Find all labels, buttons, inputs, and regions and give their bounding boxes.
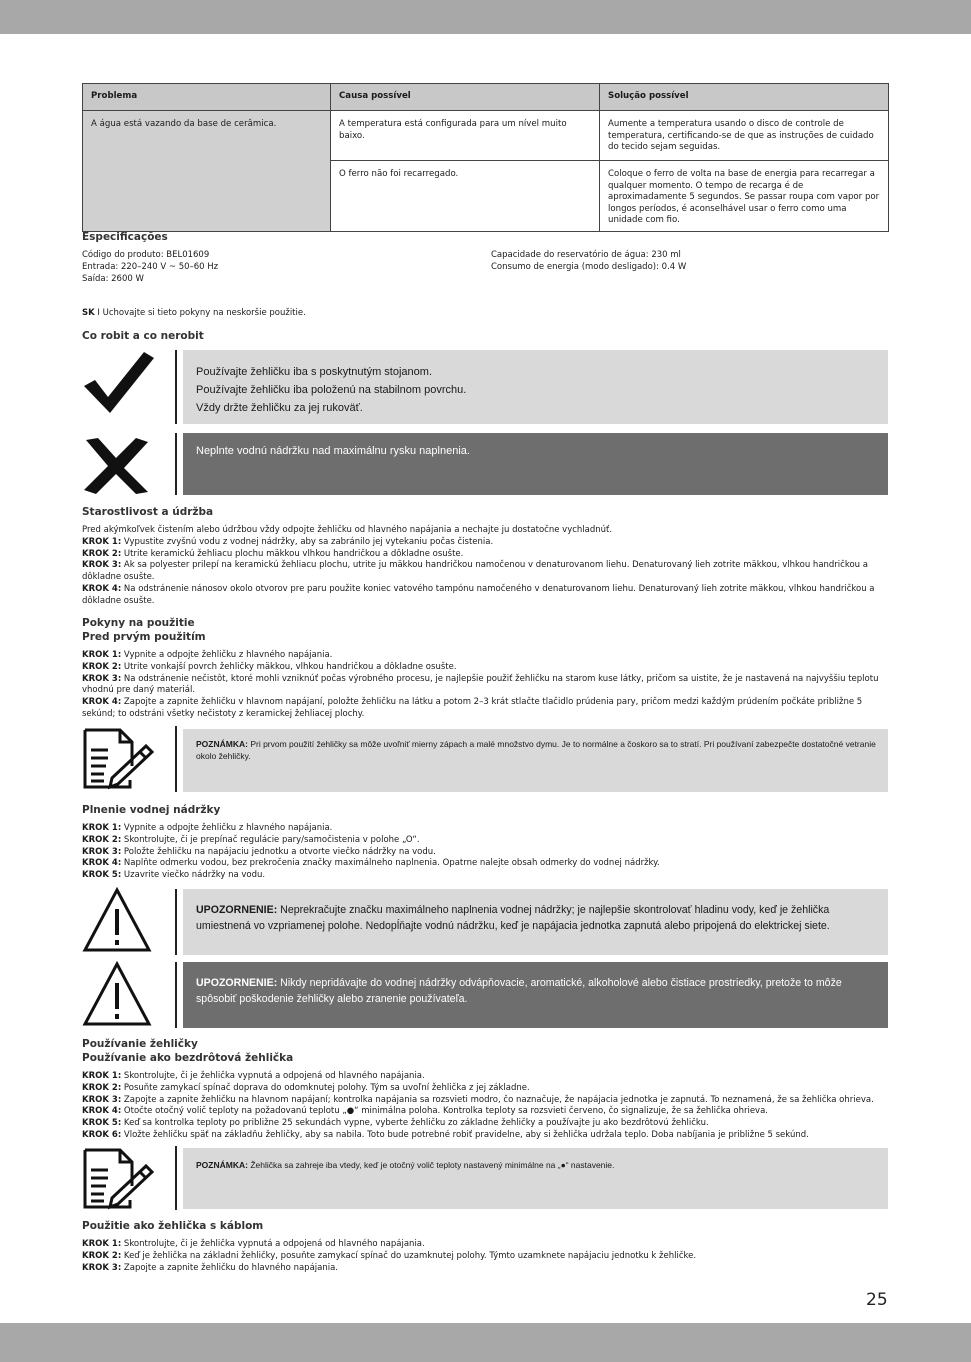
usage-text [82,650,888,721]
specs-heading: Especificações [82,231,168,243]
spec-output: Saída: 2600 W [82,273,144,284]
problem-cell: A água está vazando da base de cerâmica. [83,111,331,232]
do-item: Používajte žehličku iba s poskytnutým stojanom. [196,366,433,378]
usage-step: KROK 3: Na odstránenie nečistôt, ktoré mohli vzniknúť počas výrobného procesu, je najlepšie použiť žehličku na starom kuse látky, pričom sa uistite, že je nastavená na najvyššiu teplotu vhodnú pre daný materiál. [82,673,879,696]
care-text [82,525,888,608]
cordless-note: POZNÁMKA: Žehlička sa zahreje iba vtedy, keď je otočný volič teploty nastavený minimálne na „●“ nastavenie. [196,1160,615,1170]
solution-cell: Aumente a temperatura usando o disco de controle de temperatura, certificando-se de que as instruções de cuidado do tecido sejam seguidas. [600,111,889,161]
divider-line [175,433,177,495]
warning-icon [82,961,152,1031]
note-icon [82,726,154,794]
usage-step: KROK 1: Vypnite a odpojte žehličku z hlavného napájania. [82,650,333,660]
fill-step: KROK 3: Položte žehličku na napájaciu jednotku a otvorte viečko nádržky na vodu. [82,846,436,857]
header-cause: Causa possível [331,84,600,111]
warning-box [183,889,888,955]
dont-item: Neplnte vodnú nádržku nad maximálnu rysku naplnenia. [196,445,470,457]
specs-right [491,250,881,274]
header-solution: Solução possível [600,84,889,111]
sk-note [82,308,306,320]
cordless-step: KROK 1: Skontrolujte, či je žehlička vypnutá a odpojená od hlavného napájania. [82,1071,425,1081]
page-number: 25 [866,1290,888,1310]
fill-step: KROK 2: Skontrolujte, či je prepínač regulácie pary/samočistenia v polohe „O“. [82,834,420,845]
spec-input: Entrada: 220–240 V ~ 50–60 Hz [82,261,219,272]
table-row [83,111,889,161]
fill-step: KROK 1: Vypnite a odpojte žehličku z hlavného napájania. [82,823,333,833]
note-icon [82,1146,154,1214]
warning-box-dark [183,962,888,1028]
spec-capacity: Capacidade do reservatório de água: 230 ml [491,250,681,260]
care-heading: Starostlivost a údržba [82,506,214,518]
warning-text: UPOZORNENIE: Neprekračujte značku maximálneho naplnenia vodnej nádržky; je najlepšie skontrolovať hladinu vody, keď je žehlička umiestnená vo vzpriamenej polohe. Nedopĺňajte vodnú nádržku, keď je napájacia jednotka zapnutá alebo pripojená do elektrickej siete. [196,904,830,932]
usage-note-box [183,729,888,792]
divider-line [175,726,177,792]
corded-step: KROK 1: Skontrolujte, či je žehlička vypnutá a odpojená od hlavného napájania. [82,1239,425,1249]
cordless-step: KROK 2: Posuňte zamykací spínač doprava do odomknutej polohy. Tým sa uvoľní žehlička z jej základne. [82,1082,530,1093]
divider-line [175,1146,177,1210]
fill-text [82,823,888,882]
divider-line [175,889,177,955]
cordless-step: KROK 4: Otočte otočný volič teploty na požadovanú teplotu „●“ minimálna poloha. Kontrolka teploty sa rozsvieti červeno, čo signalizuje, že sa žehlička ohrieva. [82,1106,769,1117]
care-step: KROK 2: Utrite keramickú žehliacu plochu mäkkou vlhkou handričkou a dôkladne osušte. [82,548,464,559]
corded-text [82,1239,888,1274]
care-step: KROK 3: Ak sa polyester prilepí na keramickú žehliacu plochu, utrite ju mäkkou handričkou namočenou v denaturovanom liehu. Denaturovaný lieh zotrite mäkkou, vlhkou handričkou a dôkladne osušte. [82,560,868,583]
do-item: Vždy držte žehličku za jej rukoväť. [196,402,363,414]
do-list [196,363,876,417]
solution-cell: Coloque o ferro de volta na base de energia para recarregar a qualquer momento. O tempo de recarga é de aproximadamente 5 segundos. Se passar roupa com vapor por longos períodos, é aconselhável usar o ferro como uma unidade com fio. [600,161,889,232]
cause-cell: A temperatura está configurada para um nível muito baixo. [331,111,600,161]
specs-left [82,250,472,285]
troubleshooting-table [82,83,889,232]
do-item: Používajte žehličku iba položenú na stabilnom povrchu. [196,384,467,396]
corded-step: KROK 2: Keď je žehlička na základni žehličky, posuňte zamykací spínač do uzamknutej polohy. Týmto uzamknete napájaciu jednotku k žehličke. [82,1250,697,1261]
warning-icon [82,887,152,957]
spec-code: Código do produto: BEL01609 [82,250,210,260]
corded-heading: Použitie ako žehlička s káblom [82,1220,264,1232]
dos-heading: Co robit a co nerobit [82,330,204,342]
fill-step: KROK 4: Naplňte odmerku vodou, bez prekročenia značky maximálneho naplnenia. Opatrne nalejte obsah odmerky do vodnej nádržky. [82,858,660,869]
cordless-heading: Používanie ako bezdrôtová žehlička [82,1052,294,1064]
divider-line [175,962,177,1028]
care-intro: Pred akýmkoľvek čistením alebo údržbou vždy odpojte žehličku od hlavného napájania a nechajte ju dostatočne vychladnúť. [82,525,613,535]
warning-text: UPOZORNENIE: Nikdy nepridávajte do vodnej nádržky odvápňovacie, aromatické, alkoholové alebo čistiace prostriedky, pretože to môže spôsobiť poškodenie žehličky alebo zranenie používateľa. [196,977,842,1005]
table-header-row [83,84,889,111]
spec-consumption: Consumo de energia (modo desligado): 0.4 W [491,261,687,272]
usage-step: KROK 4: Zapojte a zapnite žehličku v hlavnom napájaní, položte žehličku na látku a potom 2–3 krát stlačte tlačidlo prúdenia pary, pričom medzi každým prúdením počkáte približne 5 sekúnd; to odstráni všetky nečistoty z keramickej žehliacej plochy. [82,697,863,719]
usage-note: POZNÁMKA: Pri prvom použití žehličky sa môže uvoľniť mierny zápach a malé množstvo dymu. Je to normálne a čoskoro sa to stratí. Pri používaní zabezpečte dostatočné vetranie okolo žehličky. [196,739,876,761]
bottom-band [0,1323,971,1362]
fill-step: KROK 5: Uzavrite viečko nádržky na vodu. [82,870,266,881]
cordless-step: KROK 6: Vložte žehličku späť na základňu žehličky, aby sa nabila. Toto bude potrebné robiť pravidelne, aby si žehlička udržala teplo. Doba nabíjania je približne 5 sekúnd. [82,1129,809,1140]
corded-step: KROK 3: Zapojte a zapnite žehličku do hlavného napájania. [82,1262,339,1273]
fill-heading: Plnenie vodnej nádržky [82,804,221,816]
iron-use-heading: Používanie žehličky [82,1038,198,1050]
header-problem: Problema [83,84,331,111]
first-use-heading: Pred prvým použitím [82,631,206,643]
sk-text: I Uchovajte si tieto pokyny na neskoršie použitie. [94,308,306,318]
usage-step: KROK 2: Utrite vonkajší povrch žehličky mäkkou, vlhkou handričkou a dôkladne osušte. [82,661,457,672]
cross-icon [82,436,150,500]
care-step: KROK 1: Vypustite zvyšnú vodu z vodnej nádržky, aby sa zabránilo jej vytekaniu počas čistenia. [82,536,494,547]
do-box [183,350,888,424]
usage-heading: Pokyny na použitie [82,617,195,629]
divider-line [175,350,177,424]
sk-code: SK [82,308,95,318]
cordless-step: KROK 3: Zapojte a zapnite žehličku na hlavnom napájaní; kontrolka napájania sa rozsvieti modro, čo naznačuje, že napájacia jednotka je zapnutá. To neznamená, že sa žehlička ohrieva. [82,1094,874,1105]
cordless-step: KROK 5: Keď sa kontrolka teploty po približne 25 sekundách vypne, vyberte žehličku zo základne žehličky a používajte ju ako bezdrôtovú žehličku. [82,1118,709,1129]
cordless-text [82,1071,888,1142]
cause-cell: O ferro não foi recarregado. [331,161,600,232]
checkmark-icon [82,350,157,420]
care-step: KROK 4: Na odstránenie nánosov okolo otvorov pre paru použite koniec vatového tampónu namočeného v denaturovanom liehu. Denaturovaný lieh zotrite mäkkou, vlhkou handričkou a dôkladne osušte. [82,583,875,606]
top-band [0,0,971,34]
cordless-note-box [183,1148,888,1209]
dont-box [183,433,888,495]
